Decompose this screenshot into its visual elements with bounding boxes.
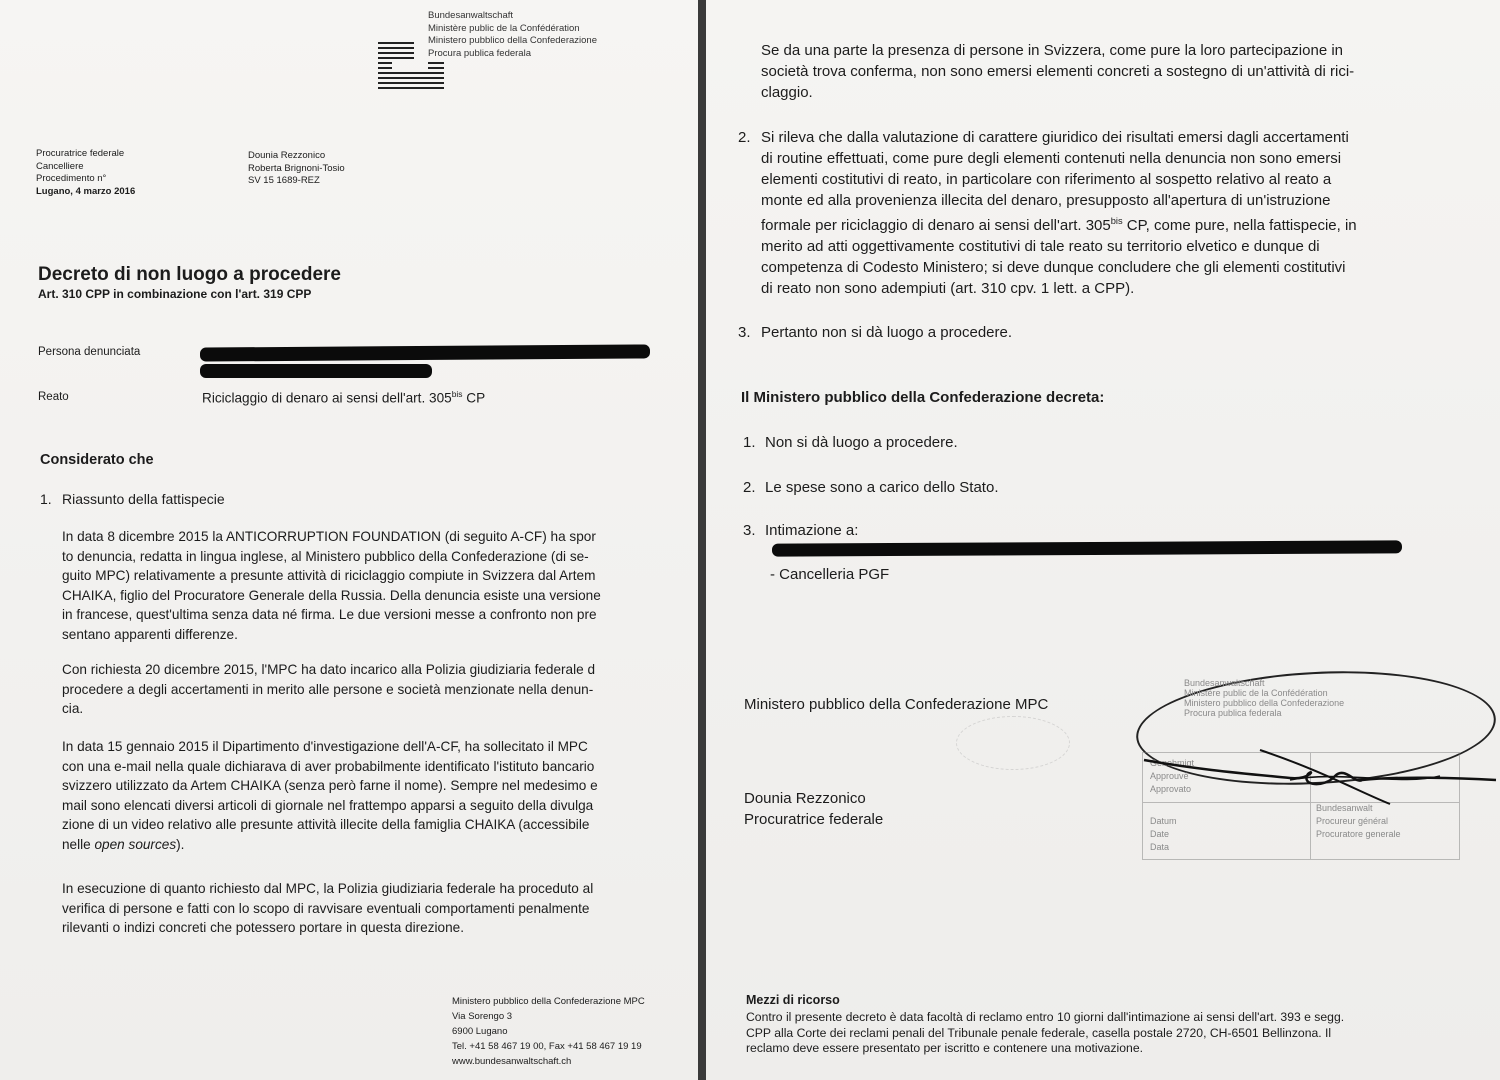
footer-line: Ministero pubblico della Confederazione MPC <box>452 996 645 1007</box>
considerato-heading: Considerato che <box>40 452 154 468</box>
item-3-text: Pertanto non si dà luogo a procedere. <box>761 324 1013 341</box>
text-fragment: nelle <box>62 836 95 852</box>
decree-item <box>743 432 958 453</box>
text-line: claggio. <box>761 84 813 101</box>
text-fragment: formale per riciclaggio di denaro ai sensi dell'art. 305 <box>761 217 1111 234</box>
meta-value: Dounia Rezzonico <box>248 150 326 161</box>
agency-line: Procura publica federala <box>428 47 531 59</box>
stamp-label: Procuratore generale <box>1316 829 1401 839</box>
faint-seal <box>956 716 1070 770</box>
decree-item-number: 1. <box>743 434 756 451</box>
item-2-number: 2. <box>738 129 751 146</box>
footer-website: www.bundesanwaltschaft.ch <box>452 1056 572 1067</box>
stamp-label: Datum <box>1150 816 1177 826</box>
cancelleria-recipient: - Cancelleria PGF <box>770 566 890 583</box>
reato-superscript: bis <box>451 389 463 399</box>
document-page-1 <box>0 0 698 1080</box>
section-title: Riassunto della fattispecie <box>62 491 225 507</box>
italic-text: open sources <box>94 836 177 852</box>
meta-labels <box>36 148 135 198</box>
redaction-bar <box>772 540 1402 556</box>
decree-item <box>743 477 998 498</box>
agency-name-block <box>428 10 597 60</box>
agency-line: Ministère public de la Confédération <box>428 22 580 34</box>
reato-value <box>202 389 485 406</box>
decree-heading: Il Ministero pubblico della Confederazione decreta: <box>741 389 1105 406</box>
meta-values <box>248 150 345 188</box>
footer-line: 6900 Lugano <box>452 1026 508 1037</box>
stamp-line: Ministère public de la Confédération <box>1184 688 1328 698</box>
text-line: svizzero utilizzato da Artem CHAIKA (senza però farne il nome). Sempre nel medesimo e <box>62 778 598 793</box>
text-line: mail sono elencati diversi articoli di giornale nel frattempo apparsi a seguito della divulga <box>62 797 594 813</box>
remedies-title: Mezzi di ricorso <box>746 993 840 1007</box>
persona-label: Persona denunciata <box>38 346 141 358</box>
reato-label: Reato <box>38 391 69 403</box>
stamp-agency-lines <box>1184 678 1344 718</box>
text-line <box>62 835 598 855</box>
text-line: In data 8 dicembre 2015 la ANTICORRUPTION FOUNDATION (di seguito A-CF) ha spor <box>62 529 596 544</box>
text-fragment: ). <box>176 836 185 852</box>
decree-item-text: Intimazione a: <box>765 522 859 539</box>
stamp-date-labels <box>1150 815 1177 854</box>
stamp-label: Date <box>1150 829 1170 839</box>
meta-label: Procuratrice federale <box>36 148 125 159</box>
signature-org: Ministero pubblico della Confederazione MPC <box>744 696 1049 713</box>
document-subtitle: Art. 310 CPP in combinazione con l'art. 319 CPP <box>38 287 312 301</box>
stamp-label: Approvato <box>1150 784 1192 794</box>
decree-item-number: 3. <box>743 522 756 539</box>
redaction-bar <box>200 344 650 361</box>
decree-item-text: Non si dà luogo a procedere. <box>765 434 958 451</box>
text-line: elementi costitutivi di reato, in particolare con riferimento al sospetto relativo al reato a <box>761 171 1332 188</box>
stamp-label: Bundesanwalt <box>1316 803 1373 813</box>
remedies-text <box>746 1010 1344 1057</box>
text-line: competenza di Codesto Ministero; si deve dunque concludere che gli elementi costitutivi <box>761 259 1346 276</box>
decree-item-text: Le spese sono a carico dello Stato. <box>765 479 999 496</box>
stamp-label: Procureur général <box>1316 816 1389 826</box>
text-line: merito ad atti oggettivamente costitutivi di tale reato su territorio elvetico e dunque di <box>761 238 1320 255</box>
item-3-number: 3. <box>738 324 751 341</box>
text-line: di reato non sono adempiuti (art. 310 cpv. 1 lett. a CPP). <box>761 280 1135 297</box>
text-line: con una e-mail nella quale dichiarava di aver probabilmente identificato l'istituto bancario <box>62 758 595 774</box>
text-line: CHAIKA, figlio del Procuratore Generale della Russia. Della denuncia esiste una versione <box>62 587 601 603</box>
section-1-heading <box>40 491 225 507</box>
section-number: 1. <box>40 491 52 507</box>
text-line: verifica di persone e fatti con lo scopo di ravvisare eventuali comportamenti penalmente <box>62 900 590 916</box>
text-line: to denuncia, redatta in lingua inglese, al Ministero pubblico della Confederazione (di se- <box>62 548 589 564</box>
text-line: Si rileva che dalla valutazione di carattere giuridico dei risultati emersi dagli accertamenti <box>761 129 1349 146</box>
text-line: Contro il presente decreto è data facoltà di reclamo entro 10 giorni dall'intimazione ai sensi dell'art. 393 e segg. <box>746 1010 1345 1024</box>
agency-line: Ministero pubblico della Confederazione <box>428 35 597 46</box>
text-line: monte ed alla provenienza illecita del denaro, presupposto all'apertura di un'istruzione <box>761 192 1331 209</box>
meta-label: Procedimento n° <box>36 173 107 184</box>
decree-item <box>743 520 858 541</box>
paragraph-4 <box>62 879 593 938</box>
text-line: zione di un video relativo alle presunte attività illecite della famiglia CHAIKA (accessibile <box>62 817 590 832</box>
text-line: In esecuzione di quanto richiesto dal MPC, la Polizia giudiziaria federale ha proceduto al <box>62 881 594 896</box>
text-line: di routine effettuati, come pure degli elementi contenuti nella denuncia non sono emersi <box>761 150 1342 167</box>
footer-line: Tel. +41 58 467 19 00, Fax +41 58 467 19 19 <box>452 1041 642 1052</box>
text-line: in francese, quest'ultima senza data né firma. Le due versioni messe a confronto non pre <box>62 607 597 622</box>
signer-role: Procuratrice federale <box>744 811 884 828</box>
paragraph-continuation <box>761 40 1354 103</box>
text-line: sentano apparenti differenze. <box>62 626 238 642</box>
text-line: procedere a degli accertamenti in merito alle persone e società menzionate nella denun- <box>62 681 594 697</box>
document-title: Decreto di non luogo a procedere <box>38 264 341 285</box>
stamp-line: Bundesanwaltschaft <box>1184 678 1265 688</box>
text-line <box>761 211 1357 236</box>
agency-line: Bundesanwaltschaft <box>428 10 514 21</box>
text-line: guito MPC) relativamente a presunte attività di riciclaggio compiute in Svizzera dal Artem <box>62 568 596 583</box>
case-number: SV 15 1689-REZ <box>248 175 320 186</box>
stamp-line: Procura publica federala <box>1184 708 1282 718</box>
text-line: In data 15 gennaio 2015 il Dipartimento d'investigazione dell'A-CF, ha sollecitato il MPC <box>62 739 588 754</box>
text-line: rilevanti o indizi concreti che potessero portare in questa direzione. <box>62 920 464 935</box>
text-line: Con richiesta 20 dicembre 2015, l'MPC ha dato incarico alla Polizia giudiziaria federale d <box>62 662 596 677</box>
meta-label: Cancelliere <box>36 160 84 172</box>
redaction-bar <box>200 364 432 378</box>
document-page-2 <box>706 0 1500 1080</box>
stamp-label: Genehmigt <box>1150 758 1195 768</box>
text-fragment: CP, come pure, nella fattispecie, in <box>1122 217 1357 234</box>
item-2-text <box>761 127 1357 299</box>
decree-item-number: 2. <box>743 479 756 496</box>
handwritten-signature <box>1140 740 1498 810</box>
paragraph-3 <box>62 737 598 854</box>
reato-text-end: CP <box>462 390 486 406</box>
document-date: Lugano, 4 marzo 2016 <box>36 185 136 197</box>
text-line: reclamo deve essere presentato per iscritto e contenere una motivazione. <box>746 1041 1143 1055</box>
superscript: bis <box>1110 216 1123 226</box>
text-line: cia. <box>62 701 84 716</box>
reato-text: Riciclaggio di denaro ai sensi dell'art. 305 <box>202 390 452 406</box>
text-line: Se da una parte la presenza di persone in Svizzera, come pure la loro partecipazione in <box>761 42 1344 59</box>
stamp-label: Data <box>1150 842 1170 852</box>
text-line: CPP alla Corte dei reclami penali del Tribunale penale federale, casella postale 2720, CH-6501 Bellinzona. Il <box>746 1025 1332 1040</box>
text-line: società trova conferma, non sono emersi elementi concreti a sostegno di un'attività di rici- <box>761 63 1355 80</box>
paragraph-2 <box>62 660 595 719</box>
paragraph-1 <box>62 527 601 644</box>
stamp-line: Ministero pubblico della Confederazione <box>1184 698 1345 708</box>
footer-address <box>452 994 645 1069</box>
footer-line: Via Sorengo 3 <box>452 1011 513 1022</box>
stamp-label: Approuvé <box>1150 771 1189 781</box>
signer-name: Dounia Rezzonico <box>744 790 866 807</box>
meta-value: Roberta Brignoni-Tosio <box>248 162 345 174</box>
